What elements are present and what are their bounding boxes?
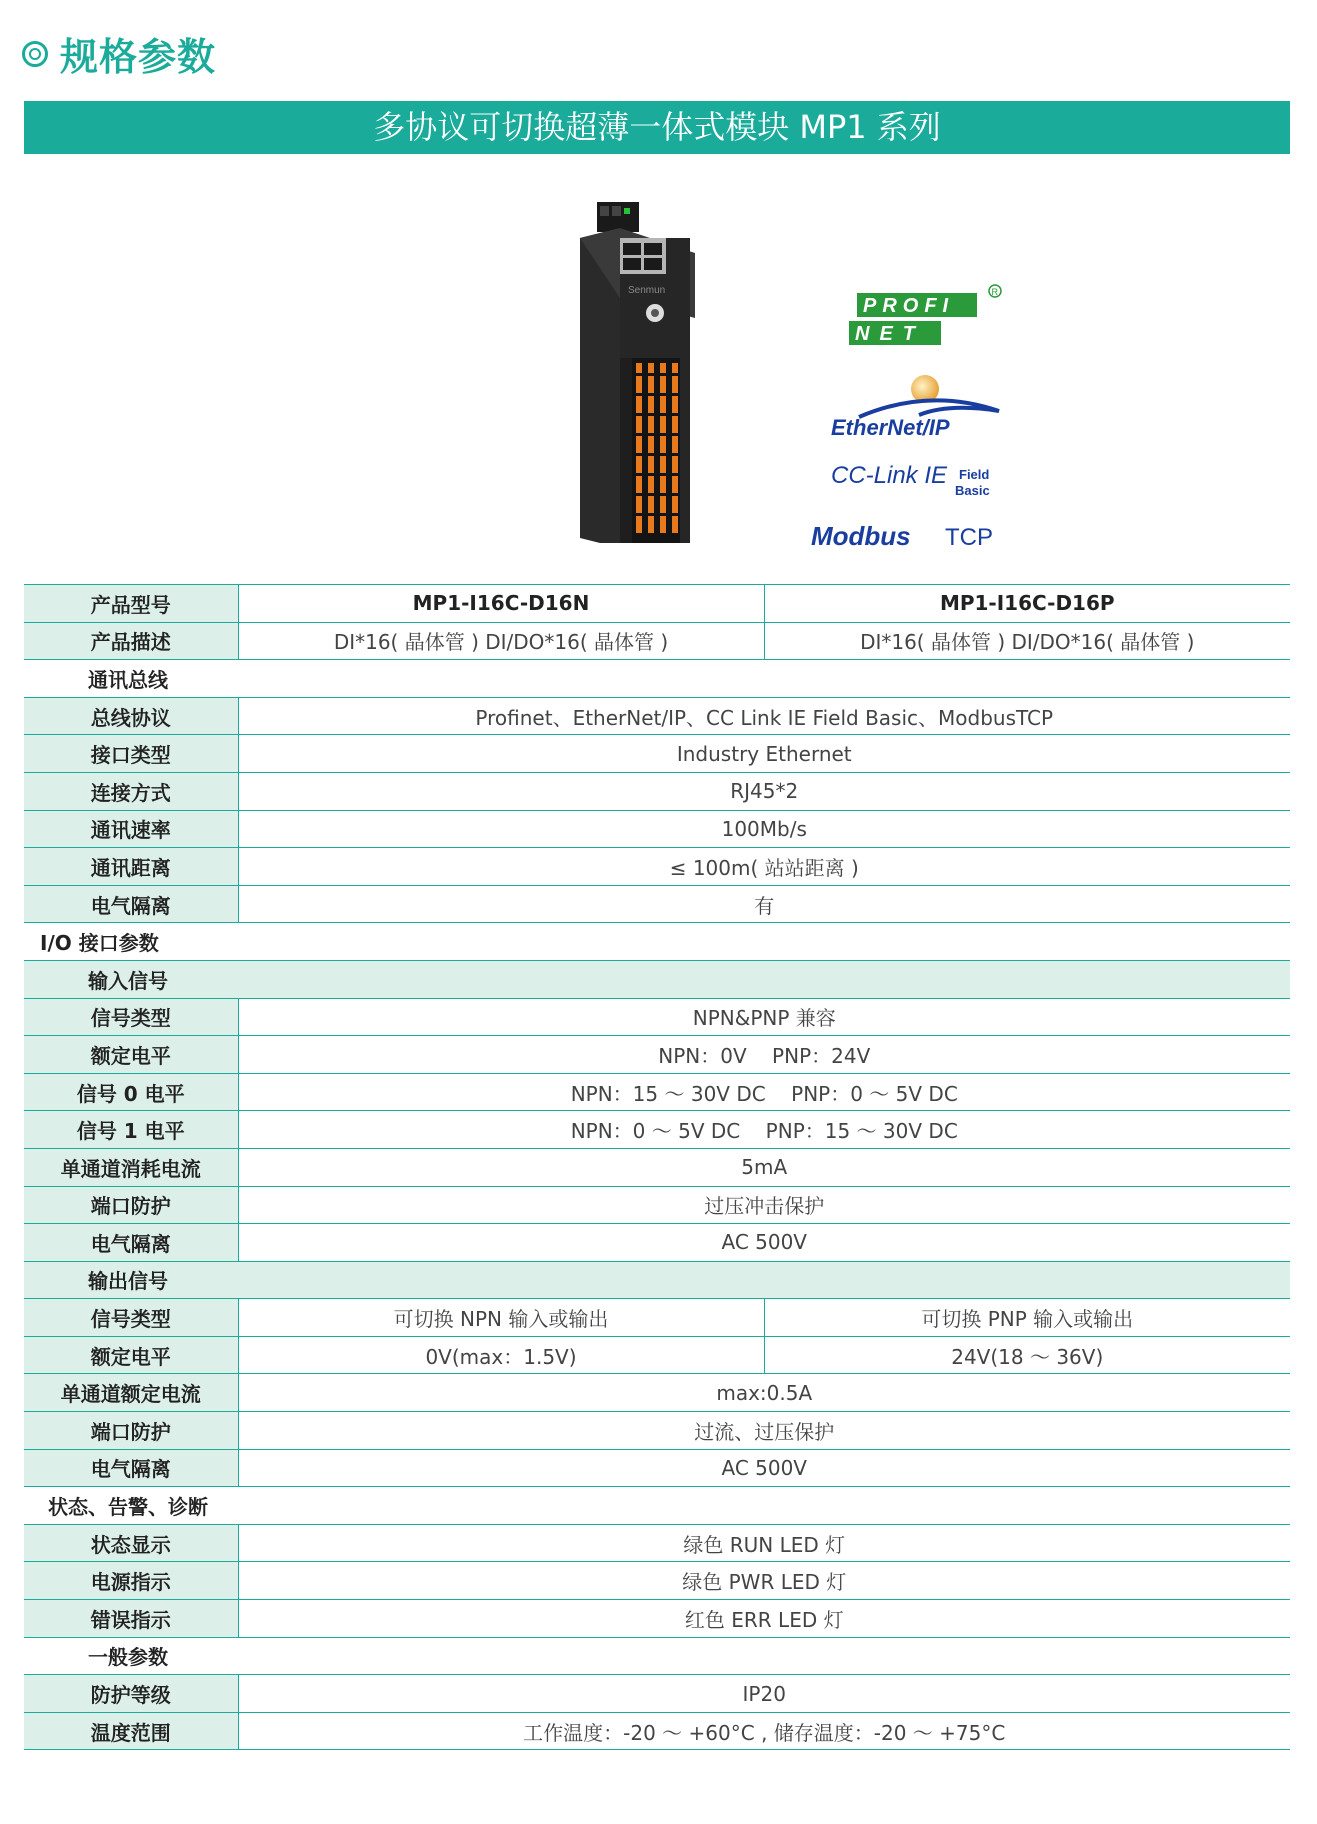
row-value: 过压冲击保护 — [238, 1186, 1290, 1224]
row-value: NPN&PNP 兼容 — [238, 998, 1290, 1036]
table-row — [24, 1073, 1290, 1111]
svg-text:Basic: Basic — [955, 483, 990, 498]
table-row — [24, 1299, 1290, 1337]
table-row — [24, 1036, 1290, 1074]
table-row — [24, 1148, 1290, 1186]
row-label: 额定电平 — [24, 1336, 238, 1374]
model-b: MP1-I16C-D16P — [764, 585, 1290, 623]
row-value: Profinet、EtherNet/IP、CC Link IE Field Basic、ModbusTCP — [238, 697, 1290, 735]
table-row — [24, 1412, 1290, 1450]
row-label: 电源指示 — [24, 1562, 238, 1600]
row-label: 单通道额定电流 — [24, 1374, 238, 1412]
row-value-a: 可切换 NPN 输入或输出 — [238, 1299, 764, 1337]
section-row — [24, 923, 1290, 961]
section-heading — [22, 26, 216, 81]
table-row — [24, 848, 1290, 886]
row-label: 额定电平 — [24, 1036, 238, 1074]
row-value: 100Mb/s — [238, 810, 1290, 848]
brand-label: Senmun — [628, 285, 666, 296]
ethernet-ip-logo — [829, 373, 1009, 443]
table-row — [24, 1712, 1290, 1750]
svg-text:EtherNet/IP: EtherNet/IP — [831, 415, 950, 440]
table-row — [24, 1600, 1290, 1638]
row-value: max:0.5A — [238, 1374, 1290, 1412]
subsection-title: 输出信号 — [24, 1261, 1290, 1299]
model-a: MP1-I16C-D16N — [238, 585, 764, 623]
table-row — [24, 810, 1290, 848]
section-title: 状态、告警、诊断 — [24, 1487, 1290, 1525]
cclink-logo — [829, 453, 1009, 513]
subsection-row — [24, 960, 1290, 998]
row-value: RJ45*2 — [238, 772, 1290, 810]
row-value: Industry Ethernet — [238, 735, 1290, 773]
table-row — [24, 1562, 1290, 1600]
row-value: 绿色 PWR LED 灯 — [238, 1562, 1290, 1600]
row-value: NPN：0V PNP：24V — [238, 1036, 1290, 1074]
product-image — [560, 198, 720, 543]
row-label: 通讯距离 — [24, 848, 238, 886]
section-title: 通讯总线 — [24, 660, 1290, 698]
row-label: 连接方式 — [24, 772, 238, 810]
svg-text:PROFI: PROFI — [863, 295, 955, 317]
row-value: 有 — [238, 885, 1290, 923]
svg-text:NET: NET — [855, 323, 925, 345]
row-value: 绿色 RUN LED 灯 — [238, 1524, 1290, 1562]
table-row — [24, 1449, 1290, 1487]
row-value: 5mA — [238, 1148, 1290, 1186]
subsection-title: 输入信号 — [24, 960, 1290, 998]
table-row — [24, 585, 1290, 623]
profinet-logo — [849, 283, 1019, 353]
row-label: 电气隔离 — [24, 1224, 238, 1262]
row-value: NPN：15 ～ 30V DC PNP：0 ～ 5V DC — [238, 1073, 1290, 1111]
row-value-a: 0V(max：1.5V) — [238, 1336, 764, 1374]
row-label: 总线协议 — [24, 697, 238, 735]
table-row — [24, 1374, 1290, 1412]
section-row — [24, 1487, 1290, 1525]
table-row — [24, 735, 1290, 773]
row-value: ≤ 100m( 站站距离 ) — [238, 848, 1290, 886]
row-label: 通讯速率 — [24, 810, 238, 848]
row-label: 电气隔离 — [24, 1449, 238, 1487]
row-value: 过流、过压保护 — [238, 1412, 1290, 1450]
row-label: 错误指示 — [24, 1600, 238, 1638]
svg-text:TCP: TCP — [945, 524, 993, 551]
row-label: 信号 0 电平 — [24, 1073, 238, 1111]
row-value: IP20 — [238, 1675, 1290, 1713]
circle-bullet-icon — [22, 41, 48, 67]
section-title: 一般参数 — [24, 1637, 1290, 1675]
table-row — [24, 772, 1290, 810]
row-label: 端口防护 — [24, 1412, 238, 1450]
row-label: 温度范围 — [24, 1712, 238, 1750]
table-row — [24, 1524, 1290, 1562]
protocol-logos — [805, 283, 1025, 553]
table-row — [24, 1224, 1290, 1262]
modbus-logo — [811, 519, 1011, 555]
table-row — [24, 1675, 1290, 1713]
table-row — [24, 1336, 1290, 1374]
desc-b: DI*16( 晶体管 ) DI/DO*16( 晶体管 ) — [764, 622, 1290, 660]
table-row — [24, 622, 1290, 660]
row-value-b: 24V(18 ～ 36V) — [764, 1336, 1290, 1374]
table-row — [24, 885, 1290, 923]
row-label: 单通道消耗电流 — [24, 1148, 238, 1186]
spec-table — [24, 584, 1290, 1750]
row-value-b: 可切换 PNP 输入或输出 — [764, 1299, 1290, 1337]
section-row — [24, 660, 1290, 698]
row-label: 状态显示 — [24, 1524, 238, 1562]
row-label: 信号类型 — [24, 1299, 238, 1337]
row-label: 产品描述 — [24, 622, 238, 660]
row-label: 信号 1 电平 — [24, 1111, 238, 1149]
table-row — [24, 1186, 1290, 1224]
row-value: 红色 ERR LED 灯 — [238, 1600, 1290, 1638]
heading-text: 规格参数 — [60, 35, 217, 79]
product-banner: 多协议可切换超薄一体式模块 MP1 系列 — [24, 101, 1290, 154]
row-value: AC 500V — [238, 1449, 1290, 1487]
row-label: 端口防护 — [24, 1186, 238, 1224]
row-label: 防护等级 — [24, 1675, 238, 1713]
svg-text:CC-Link IE: CC-Link IE — [831, 462, 948, 489]
section-title: I/O 接口参数 — [24, 923, 1290, 961]
svg-text:Field: Field — [959, 467, 990, 482]
table-row — [24, 998, 1290, 1036]
subsection-row — [24, 1261, 1290, 1299]
row-label: 产品型号 — [24, 585, 238, 623]
svg-text:Modbus: Modbus — [811, 521, 911, 551]
svg-text:R: R — [991, 287, 998, 297]
row-label: 接口类型 — [24, 735, 238, 773]
row-label: 信号类型 — [24, 998, 238, 1036]
row-value: 工作温度：-20 ～ +60°C , 储存温度：-20 ～ +75°C — [238, 1712, 1290, 1750]
row-label: 电气隔离 — [24, 885, 238, 923]
table-row — [24, 697, 1290, 735]
table-row — [24, 1111, 1290, 1149]
section-row — [24, 1637, 1290, 1675]
desc-a: DI*16( 晶体管 ) DI/DO*16( 晶体管 ) — [238, 622, 764, 660]
row-value: AC 500V — [238, 1224, 1290, 1262]
row-value: NPN：0 ～ 5V DC PNP：15 ～ 30V DC — [238, 1111, 1290, 1149]
